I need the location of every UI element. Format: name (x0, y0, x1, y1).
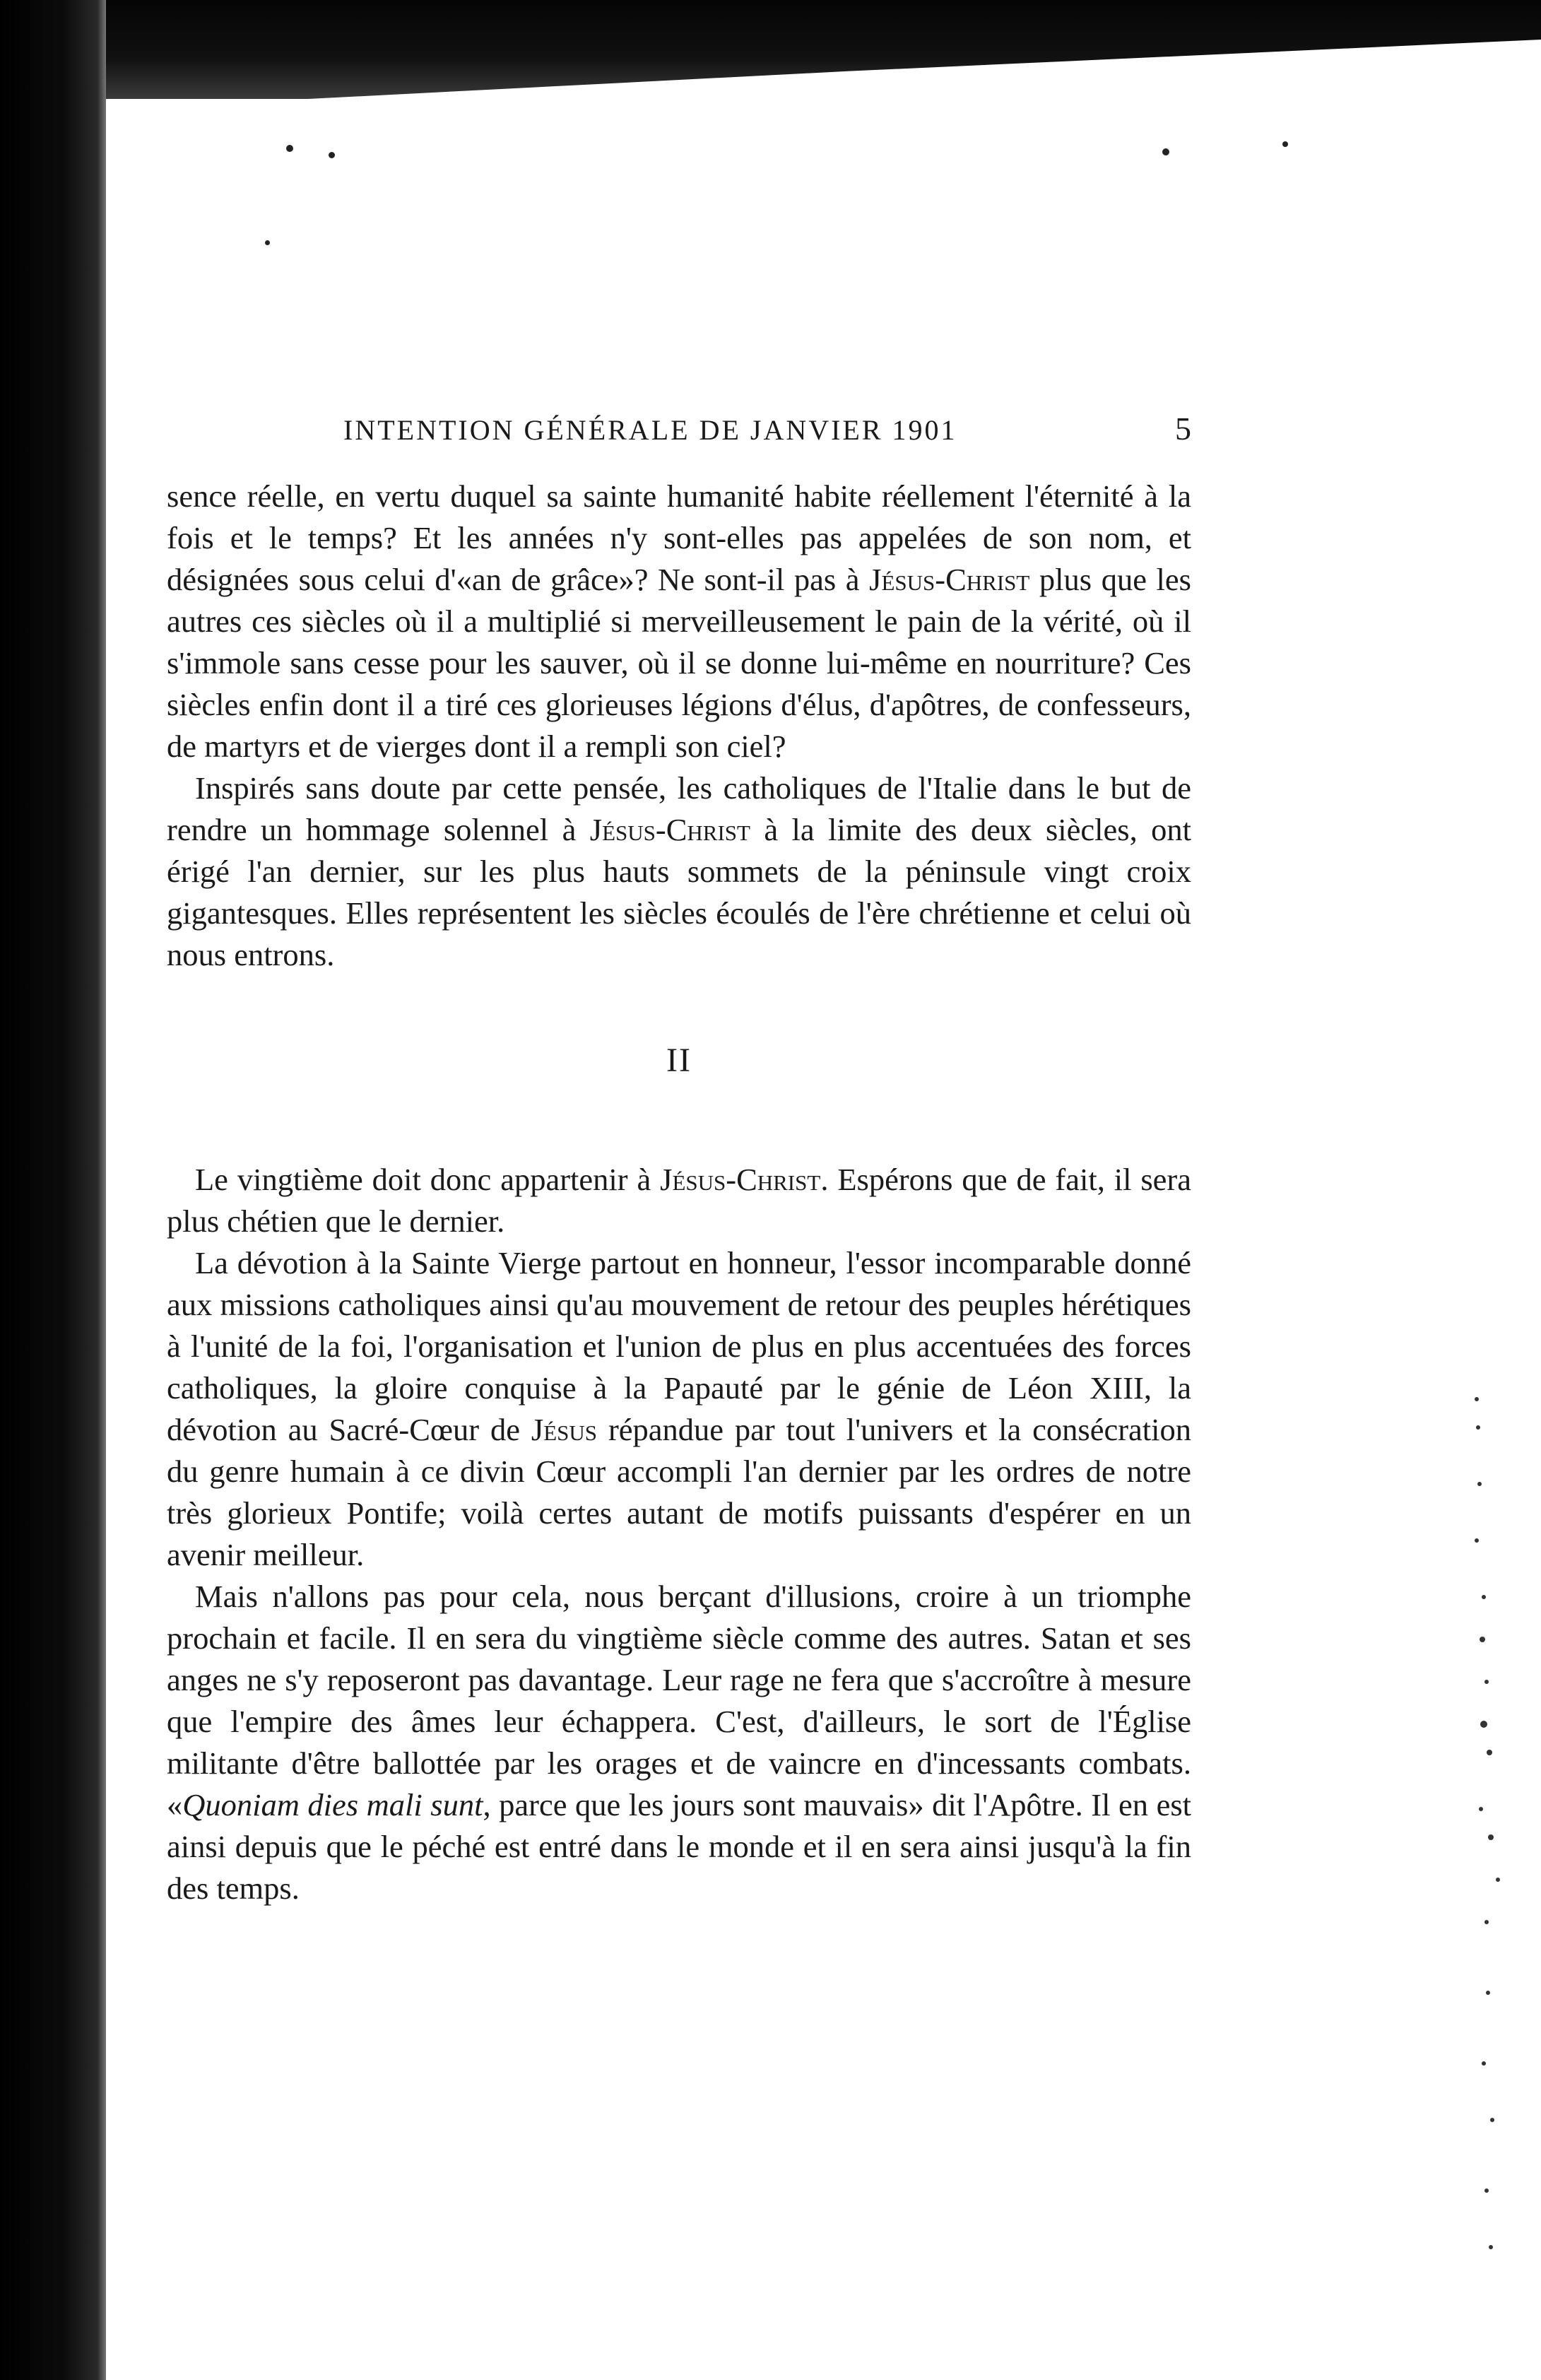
paragraph (167, 767, 1191, 976)
scan-margin-marks (1456, 1385, 1526, 2275)
small-caps-name: Jésus-Christ (869, 562, 1030, 597)
scan-speck (1282, 141, 1288, 147)
paragraph-text: La dévotion à la Sainte Vierge partout en honneur, l'essor incomparable donné aux missions catholiques ainsi qu'au mouvement de retour des peuples hérétiques à l'unité de la foi, l'organisation et l'union de plus en plus accentuées des forces catholiques, la gloire conquise à la Papauté par le génie de Léon XIII, la dévotion au Sacré-Cœur de (167, 1245, 1191, 1447)
page-number: 5 (1175, 411, 1191, 447)
document-page (167, 410, 1191, 1909)
paragraph-text: Inspirés sans doute par cette pensée, les catholiques de l'Italie dans le but de rendre un hommage solennel à (167, 770, 1191, 847)
paragraph-text: à la limite des deux siècles, ont érigé l'an dernier, sur les plus hauts sommets de la péninsule vingt croix gigantesques. Elles représentent les siècles écoulés de l'ère chrétienne et celui où nous entrons. (167, 812, 1191, 972)
paragraph (167, 1576, 1191, 1909)
paragraph (167, 1242, 1191, 1576)
paragraph-text: Le vingtième doit donc appartenir à (195, 1162, 661, 1197)
scan-speck (265, 240, 270, 245)
paragraph-text: répandue par tout l'univers et la consécration du genre humain à ce divin Cœur accompli l'an dernier par les ordres de notre très glorieux Pontife; voilà certes autant de motifs puissants d'espérer en un avenir meilleur. (167, 1412, 1191, 1572)
small-caps-name: Jésus (531, 1412, 598, 1447)
scan-left-border (0, 0, 106, 2380)
scan-speck (286, 145, 293, 152)
paragraph-text: , parce que les jours sont mauvais» dit l'Apôtre. Il en est ainsi depuis que le péché est entré dans le monde et il en sera ainsi jusqu'à la fin des temps. (167, 1787, 1191, 1906)
small-caps-name: Jésus-Christ (589, 812, 750, 847)
running-head-title: INTENTION GÉNÉRALE DE JANVIER 1901 (343, 414, 957, 446)
paragraph-text: . Espérons que de fait, il sera plus chétien que le dernier. (167, 1162, 1191, 1239)
section-one (167, 476, 1191, 976)
scan-speck (1162, 148, 1169, 155)
running-head (167, 410, 1191, 447)
paragraph-text: sence réelle, en vertu duquel sa sainte humanité habite réellement l'éternité à la fois et le temps? Et les années n'y sont-elles pas appelées de son nom, et désignées sous celui d'«an de grâce»? Ne sont-il pas à (167, 478, 1191, 597)
small-caps-name: Jésus-Christ (660, 1162, 821, 1197)
scan-top-border (0, 0, 1541, 99)
paragraph-text: Mais n'allons pas pour cela, nous berçant d'illusions, croire à un triomphe prochain et facile. Il en sera du vingtième siècle comme des autres. Satan et ses anges ne s'y reposeront pas davantage. Leur rage ne fera que s'accroître à mesure que l'empire des âmes leur échappera. C'est, d'ailleurs, le sort de l'Église militante d'être ballottée par les orages et de vaincre en d'incessants combats. « (167, 1579, 1191, 1822)
paragraph (167, 476, 1191, 767)
latin-quotation: Quoniam dies mali sunt (182, 1787, 483, 1822)
scan-speck (329, 152, 335, 158)
paragraph (167, 1159, 1191, 1242)
section-heading: II (666, 1042, 692, 1079)
section-two (167, 1159, 1191, 1909)
paragraph-text: plus que les autres ces siècles où il a multiplié si merveilleusement le pain de la vérité, où il s'immole sans cesse pour les sauver, où il se donne lui-même en nourriture? Ces siècles enfin dont il a tiré ces glorieuses légions d'élus, d'apôtres, de confesseurs, de martyrs et de vierges dont il a rempli son ciel? (167, 562, 1191, 764)
